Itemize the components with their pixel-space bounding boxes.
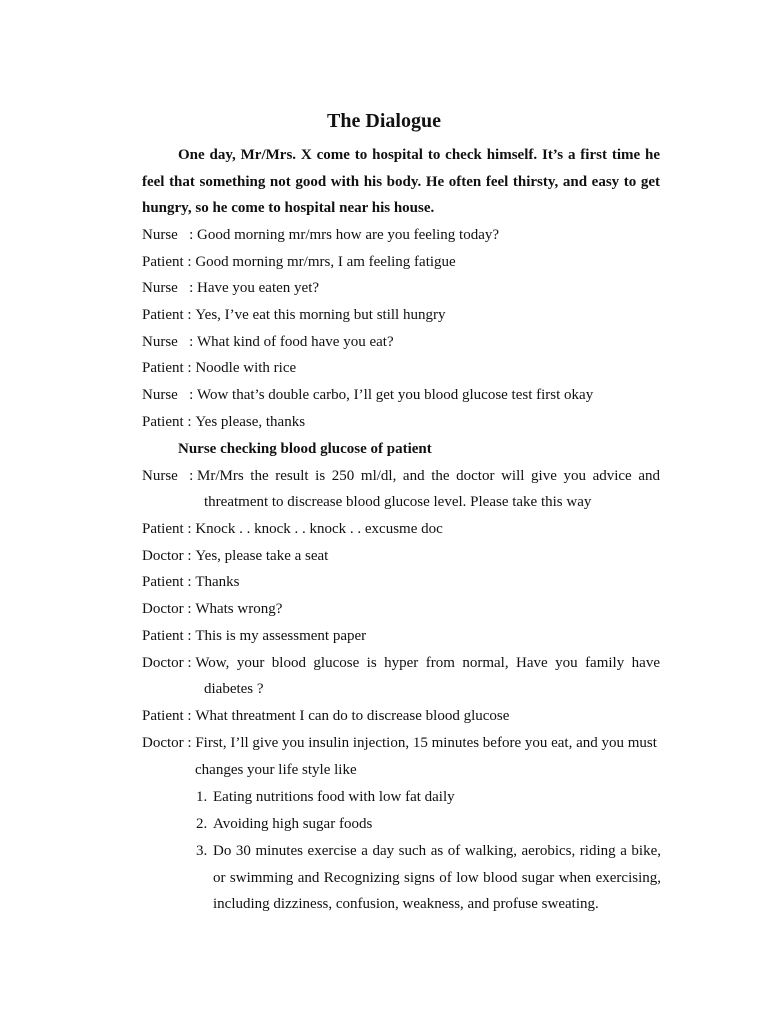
speaker-label: Patient : <box>142 628 196 644</box>
line-text: Have you eaten yet? <box>197 280 320 296</box>
dialogue-line <box>142 355 662 381</box>
speaker-label: Patient : <box>142 360 196 376</box>
speaker-label: Nurse : <box>142 334 197 350</box>
dialogue-line <box>142 463 660 489</box>
speaker-label: Patient : <box>142 307 196 323</box>
line-text: What threatment I can do to discrease blood glucose <box>195 708 510 724</box>
line-text: Mr/Mrs the result is 250 ml/dl, and the doctor will give you advice and <box>197 468 660 484</box>
dialogue-line <box>142 382 662 408</box>
line-text: Whats wrong? <box>195 601 283 617</box>
dialogue-line <box>142 302 662 328</box>
line-text: Yes, I’ve eat this morning but still hungry <box>195 307 446 323</box>
line-text: What kind of food have you eat? <box>197 334 394 350</box>
dialogue-line <box>142 569 662 595</box>
intro-paragraph: One day, Mr/Mrs. X come to hospital to check himself. It’s a first time he feel that something not good with his body. He often feel thirsty, and easy to get hungry, so he come to hospital near his house. <box>142 147 660 216</box>
dialogue-line <box>142 596 662 622</box>
speaker-label: Nurse : <box>142 387 197 403</box>
dialogue-line <box>142 516 662 542</box>
dialogue-line <box>142 409 662 435</box>
speaker-label: Patient : <box>142 254 196 270</box>
dialogue-line <box>142 703 662 729</box>
line-text: Good morning mr/mrs, I am feeling fatigue <box>195 254 456 270</box>
speaker-label: Patient : <box>142 708 196 724</box>
dialogue-line <box>142 543 662 569</box>
line-continuation: diabetes ? <box>204 681 264 697</box>
list-number: 2. <box>196 816 208 832</box>
list-item: Eating nutritions food with low fat daily <box>213 789 455 805</box>
stage-direction: Nurse checking blood glucose of patient <box>178 441 432 457</box>
line-text: This is my assessment paper <box>195 628 367 644</box>
document-title: The Dialogue <box>327 110 441 132</box>
list-item: Avoiding high sugar foods <box>213 816 373 832</box>
speaker-label: Patient : <box>142 574 196 590</box>
speaker-label: Nurse : <box>142 468 197 484</box>
list-number: 1. <box>196 789 208 805</box>
dialogue-line <box>142 730 662 756</box>
line-text: Thanks <box>195 574 240 590</box>
speaker-label: Doctor : <box>142 735 196 751</box>
line-text: Wow that’s double carbo, I’ll get you blood glucose test first okay <box>197 387 594 403</box>
dialogue-line <box>142 275 662 301</box>
speaker-label: Doctor : <box>142 655 196 671</box>
line-continuation: threatment to discrease blood glucose level. Please take this way <box>204 494 592 510</box>
dialogue-line <box>142 623 662 649</box>
dialogue-line <box>142 249 662 275</box>
line-text: Knock . . knock . . knock . . excusme doc <box>195 521 443 537</box>
list-item: Do 30 minutes exercise a day such as of walking, aerobics, riding a bike, or swimming and Recognizing signs of low blood sugar when exercising, including dizziness, confusion, weakness, and profuse sweating. <box>213 843 661 912</box>
dialogue-line <box>142 650 660 676</box>
speaker-label: Nurse : <box>142 227 197 243</box>
speaker-label: Doctor : <box>142 601 196 617</box>
dialogue-line <box>142 222 662 248</box>
line-text: Good morning mr/mrs how are you feeling today? <box>197 227 500 243</box>
line-text: Yes, please take a seat <box>195 548 329 564</box>
list-number: 3. <box>196 843 208 859</box>
line-text: Yes please, thanks <box>195 414 306 430</box>
speaker-label: Nurse : <box>142 280 197 296</box>
line-text: First, I’ll give you insulin injection, 15 minutes before you eat, and you must <box>195 735 657 751</box>
speaker-label: Patient : <box>142 414 196 430</box>
line-continuation: changes your life style like <box>195 762 357 778</box>
line-text: Wow, your blood glucose is hyper from normal, Have you family have <box>195 655 660 671</box>
line-text: Noodle with rice <box>195 360 297 376</box>
dialogue-line <box>142 329 662 355</box>
speaker-label: Doctor : <box>142 548 196 564</box>
speaker-label: Patient : <box>142 521 196 537</box>
